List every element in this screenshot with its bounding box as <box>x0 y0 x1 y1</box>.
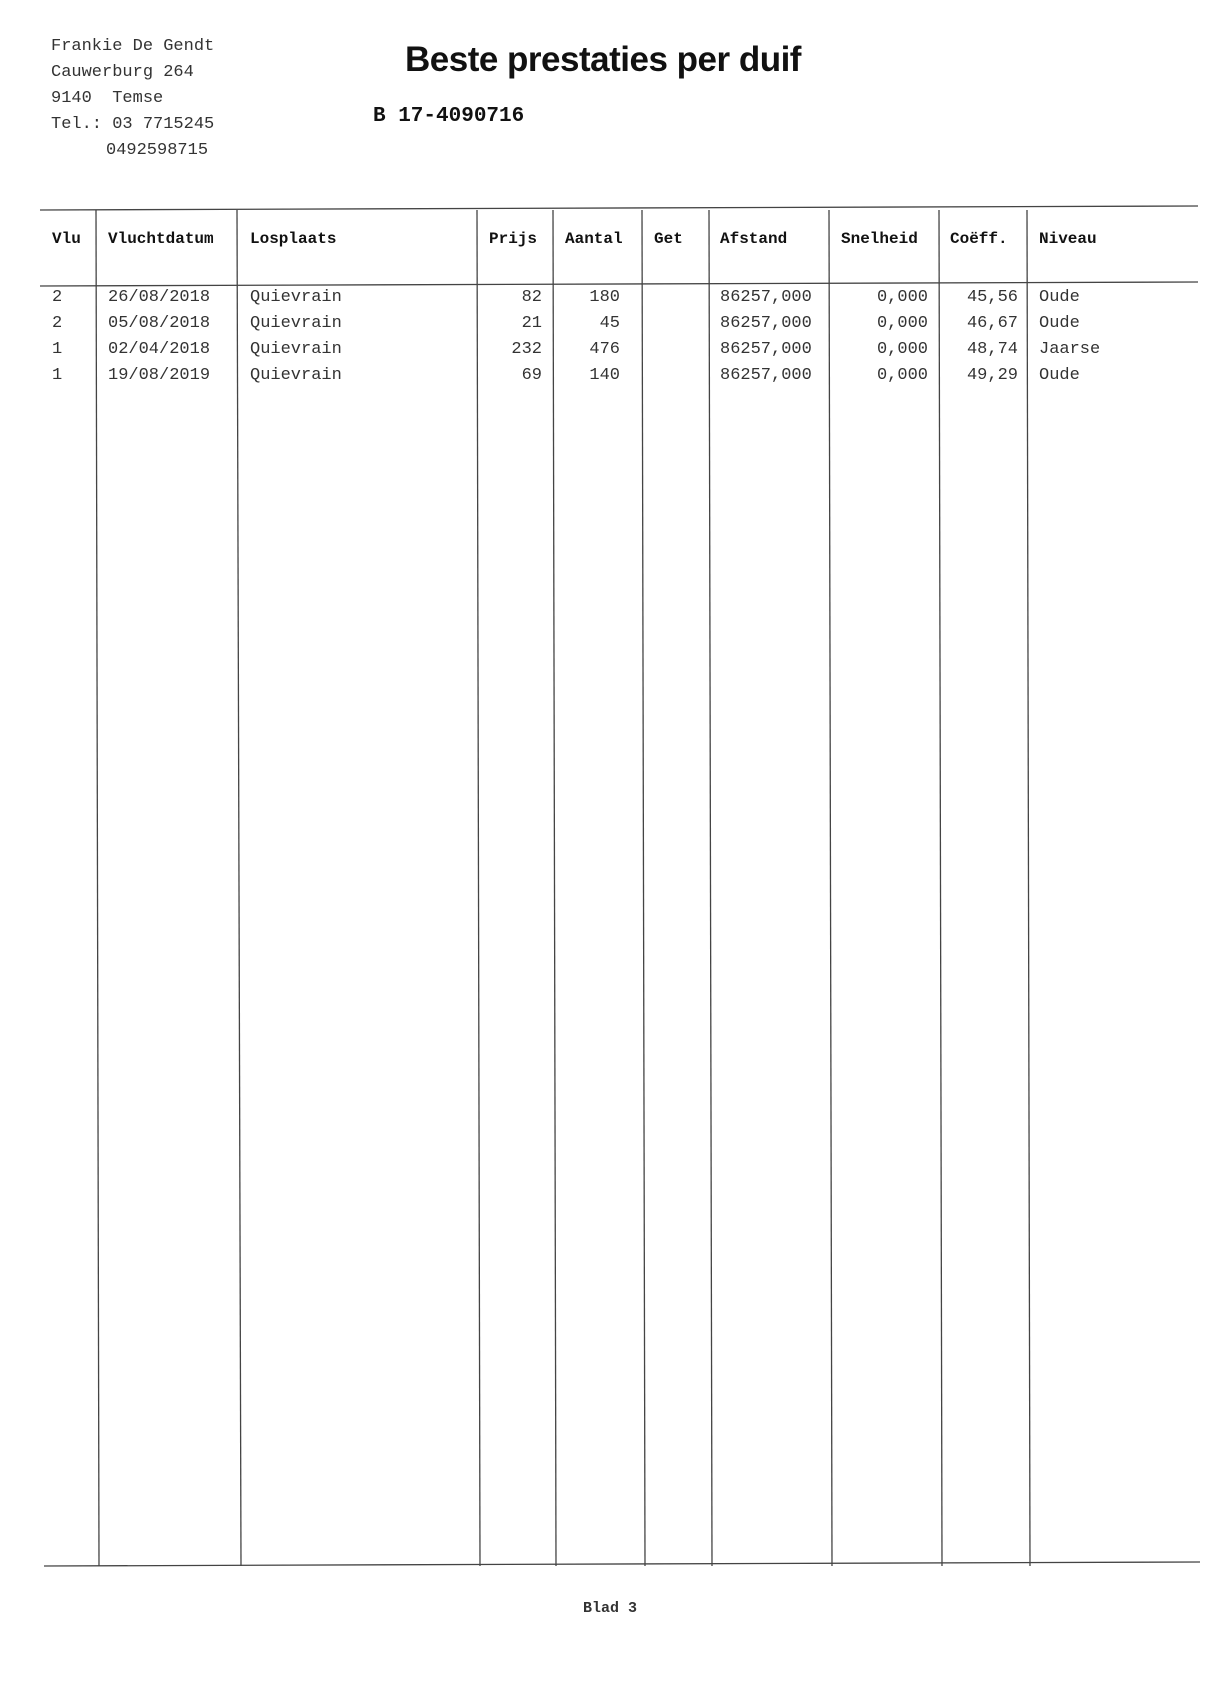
cell-datum: 05/08/2018 <box>108 314 211 333</box>
cell-vlu: 1 <box>52 366 63 385</box>
cell-prijs: 69 <box>521 366 542 385</box>
col-divider-1 <box>96 210 99 1566</box>
cell-afstand: 86257,000 <box>720 366 812 385</box>
cell-coeff: 48,74 <box>966 340 1018 359</box>
cell-niveau: Oude <box>1039 288 1080 307</box>
cell-niveau: Jaarse <box>1039 340 1101 359</box>
cell-vlu: 2 <box>52 288 63 307</box>
cell-aantal: 140 <box>589 366 620 385</box>
cell-snelheid: 0,000 <box>876 314 928 333</box>
cell-datum: 26/08/2018 <box>108 288 211 307</box>
cell-coeff: 45,56 <box>966 288 1018 307</box>
col-divider-3 <box>477 210 480 1566</box>
cell-datum: 19/08/2019 <box>108 366 211 385</box>
col-divider-4 <box>553 210 556 1566</box>
cell-prijs: 21 <box>521 314 542 333</box>
table-row <box>0 288 1222 314</box>
cell-afstand: 86257,000 <box>720 288 812 307</box>
ring-number: B 17-4090716 <box>373 105 525 128</box>
page-number: Blad 3 <box>583 1600 638 1617</box>
col-header-vlu: Vlu <box>52 230 81 248</box>
col-divider-9 <box>1027 210 1030 1566</box>
cell-afstand: 86257,000 <box>720 314 812 333</box>
col-header-niveau: Niveau <box>1039 230 1097 248</box>
cell-snelheid: 0,000 <box>876 366 928 385</box>
sender-mobile: 0492598715 <box>106 141 209 160</box>
col-divider-8 <box>939 210 942 1566</box>
table-row <box>0 314 1222 340</box>
cell-vlu: 1 <box>52 340 63 359</box>
table-row <box>0 366 1222 392</box>
cell-niveau: Oude <box>1039 314 1080 333</box>
col-header-datum: Vluchtdatum <box>108 230 214 248</box>
cell-prijs: 232 <box>511 340 542 359</box>
col-header-losplaats: Losplaats <box>250 230 337 248</box>
sender-street: Cauwerburg 264 <box>51 63 194 82</box>
cell-losplaats: Quievrain <box>250 340 342 359</box>
sender-phone: Tel.: 03 7715245 <box>51 115 215 134</box>
table-top-rule <box>40 206 1198 210</box>
cell-snelheid: 0,000 <box>876 340 928 359</box>
col-header-afstand: Afstand <box>720 230 788 248</box>
col-divider-5 <box>642 210 645 1566</box>
col-divider-6 <box>709 210 712 1566</box>
sender-name: Frankie De Gendt <box>51 37 215 56</box>
cell-losplaats: Quievrain <box>250 366 342 385</box>
cell-aantal: 45 <box>599 314 620 333</box>
cell-coeff: 46,67 <box>966 314 1018 333</box>
col-header-prijs: Prijs <box>489 230 538 248</box>
cell-prijs: 82 <box>521 288 542 307</box>
col-header-get: Get <box>654 230 683 248</box>
cell-datum: 02/04/2018 <box>108 340 211 359</box>
table-row <box>0 340 1222 366</box>
col-header-aantal: Aantal <box>565 230 623 248</box>
col-divider-2 <box>237 210 241 1566</box>
col-header-snelheid: Snelheid <box>841 230 918 248</box>
cell-vlu: 2 <box>52 314 63 333</box>
cell-coeff: 49,29 <box>966 366 1018 385</box>
table-bottom-rule <box>44 1562 1200 1566</box>
cell-losplaats: Quievrain <box>250 314 342 333</box>
cell-afstand: 86257,000 <box>720 340 812 359</box>
cell-snelheid: 0,000 <box>876 288 928 307</box>
sender-city: 9140 Temse <box>51 89 164 108</box>
cell-losplaats: Quievrain <box>250 288 342 307</box>
page-title: Beste prestaties per duif <box>405 40 801 79</box>
cell-aantal: 180 <box>589 288 620 307</box>
cell-niveau: Oude <box>1039 366 1080 385</box>
col-divider-7 <box>829 210 832 1566</box>
cell-aantal: 476 <box>589 340 620 359</box>
table-header-rule <box>40 282 1198 286</box>
col-header-coeff: Coëff. <box>950 230 1008 248</box>
